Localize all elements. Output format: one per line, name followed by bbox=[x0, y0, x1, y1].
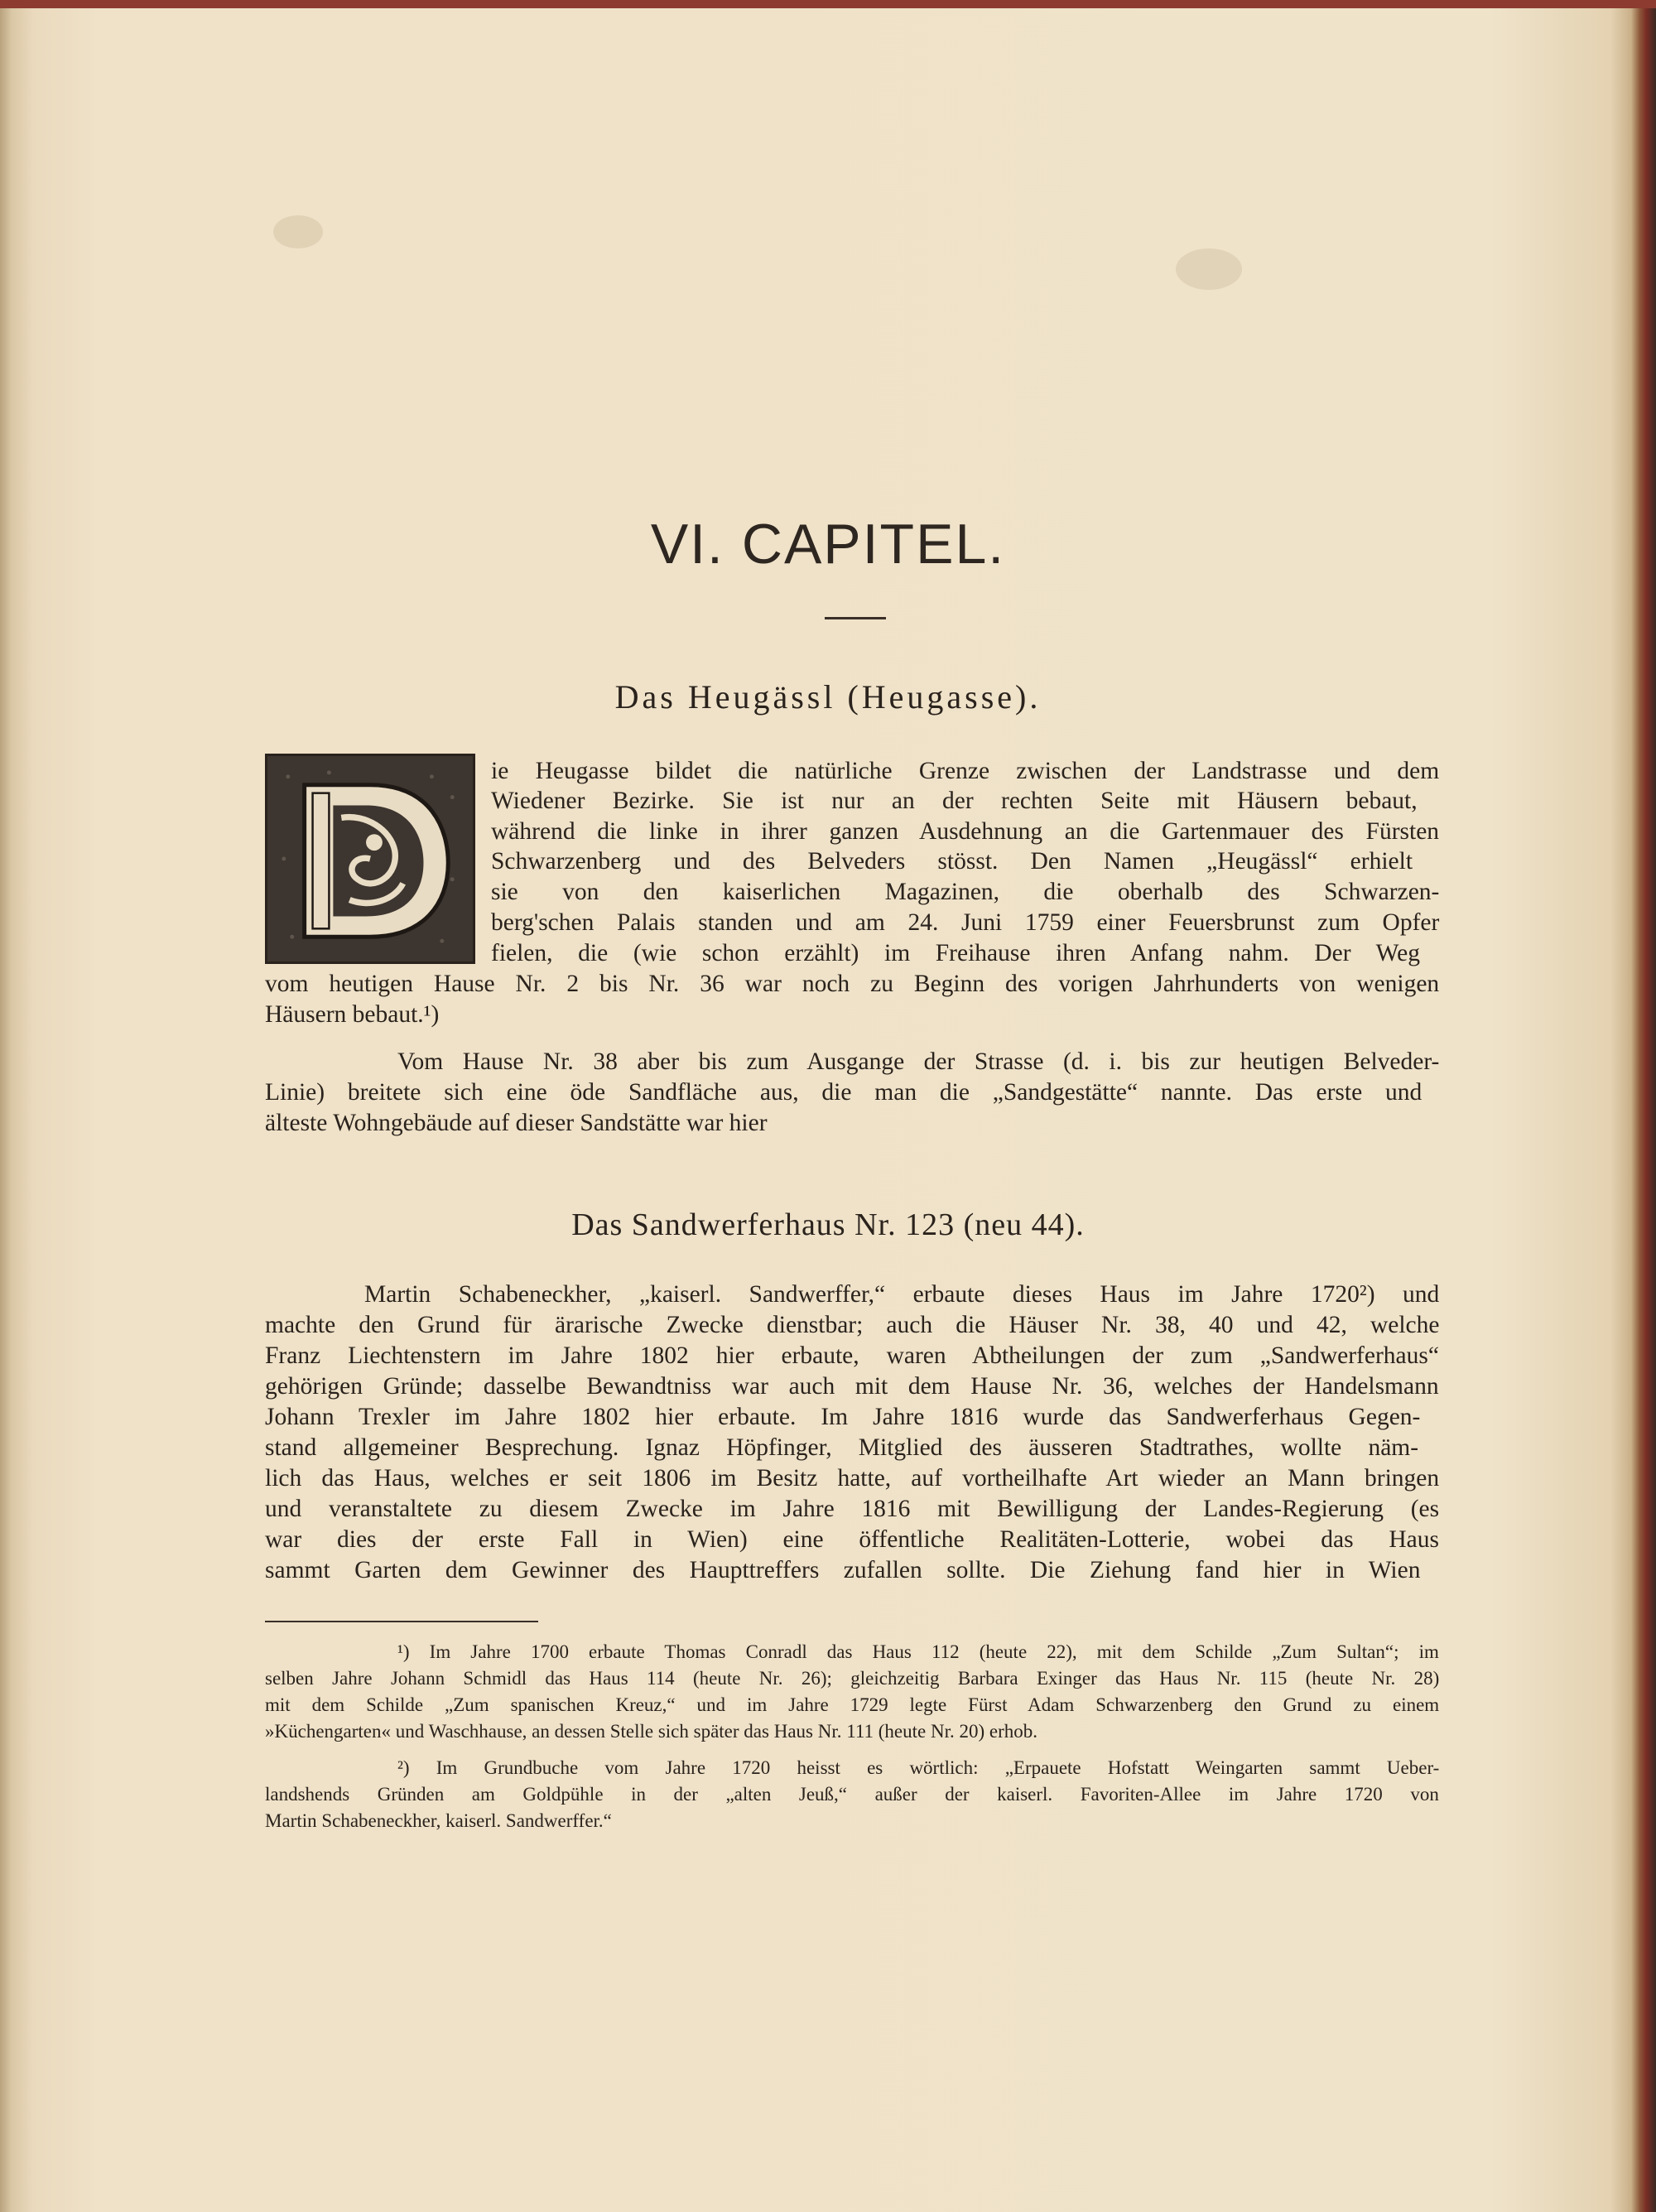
para1-line-1: ie Heugasse bildet die natürliche Grenze zwischen der Landstrasse und dem bbox=[491, 758, 1440, 784]
decorated-initial-d-icon bbox=[265, 754, 475, 964]
chapter-title: VI. CAPITEL. bbox=[650, 513, 1006, 576]
para1-line-2: Wiedener Bezirke. Sie ist nur an der rechten Seite mit Häusern bebaut, bbox=[491, 788, 1418, 814]
para3-line-4: gehörigen Gründe; dasselbe Bewandtniss war auch mit dem Hause Nr. 36, welches der Handelsmann bbox=[265, 1373, 1439, 1400]
para3-line-7: lich das Haus, welches er seit 1806 im Besitz hatte, auf vortheilhafte Art wieder an Mann bringen bbox=[265, 1465, 1440, 1492]
footnote-2-line-1: ²) Im Grundbuche vom Jahre 1720 heisst es wörtlich: „Erpauete Hofstatt Weingarten sammt Ueber- bbox=[397, 1757, 1440, 1778]
para2-line-1: Vom Hause Nr. 38 aber bis zum Ausgange der Strasse (d. i. bis zur heutigen Belveder- bbox=[397, 1048, 1440, 1075]
para1-line-7: fielen, die (wie schon erzählt) im Freihause ihren Anfang nahm. Der Weg bbox=[491, 940, 1420, 966]
para3-line-3: Franz Liechtenstern im Jahre 1802 hier erbaute, waren Abtheilungen der zum „Sandwerferhaus“ bbox=[265, 1342, 1439, 1369]
section-title-heugaessl: Das Heugässl (Heugasse). bbox=[614, 678, 1042, 716]
footnote-1-line-2: selben Jahre Johann Schmidl das Haus 114 (heute Nr. 26); gleichzeitig Barbara Exinger das Haus Nr. 115 (heute Nr. 28) bbox=[265, 1668, 1440, 1689]
top-edge bbox=[0, 0, 1656, 8]
paper-stain bbox=[273, 215, 323, 248]
footnote-2-line-3: Martin Schabeneckher, kaiserl. Sandwerffer.“ bbox=[265, 1810, 612, 1831]
para3-line-6: stand allgemeiner Besprechung. Ignaz Höpfinger, Mitglied des äusseren Stadtrathes, wollte näm- bbox=[265, 1434, 1419, 1461]
para1-line-5: sie von den kaiserlichen Magazinen, die oberhalb des Schwarzen- bbox=[491, 879, 1440, 905]
para1-line-9: Häusern bebaut.¹) bbox=[265, 1001, 440, 1028]
section-title-sandwerferhaus: Das Sandwerferhaus Nr. 123 (neu 44). bbox=[571, 1207, 1085, 1242]
para1-line-6: berg'schen Palais standen und am 24. Juni 1759 einer Feuersbrunst zum Opfer bbox=[491, 909, 1440, 936]
para3-line-9: war dies der erste Fall in Wien) eine öffentliche Realitäten-Lotterie, wobei das Haus bbox=[265, 1526, 1439, 1553]
para3-line-8: und veranstaltete zu diesem Zwecke im Jahre 1816 mit Bewilligung der Landes-Regierung (es bbox=[265, 1496, 1440, 1522]
para1-line-8: vom heutigen Hause Nr. 2 bis Nr. 36 war noch zu Beginn des vorigen Jahrhunderts von wenigen bbox=[265, 971, 1440, 997]
para3-line-5: Johann Trexler im Jahre 1802 hier erbaute. Im Jahre 1816 wurde das Sandwerferhaus Gegen- bbox=[265, 1404, 1421, 1430]
title-rule bbox=[825, 617, 886, 619]
footnote-1-line-1: ¹) Im Jahre 1700 erbaute Thomas Conradl das Haus 112 (heute 22), mit dem Schilde „Zum Sultan“; im bbox=[397, 1641, 1439, 1662]
footnote-1-line-4: »Küchengarten« und Waschhause, an dessen Stelle sich später das Haus Nr. 111 (heute Nr. 20) erhob. bbox=[265, 1721, 1038, 1742]
para1-line-3: während die linke in ihrer ganzen Ausdehnung an die Gartenmauer des Fürsten bbox=[491, 818, 1440, 845]
para3-line-2: machte den Grund für ärarische Zwecke dienstbar; auch die Häuser Nr. 38, 40 und 42, welche bbox=[265, 1312, 1440, 1338]
footnote-1-line-3: mit dem Schilde „Zum spanischen Kreuz,“ und im Jahre 1729 legte Fürst Adam Schwarzenberg den Grund zu einem bbox=[265, 1694, 1440, 1715]
footnote-2-line-2: landshends Gründen am Goldpühle in der „alten Jeuß,“ außer der kaiserl. Favoriten-Allee im Jahre 1720 von bbox=[265, 1784, 1439, 1805]
para2-line-3: älteste Wohngebäude auf dieser Sandstätte war hier bbox=[265, 1110, 768, 1136]
para2-line-2: Linie) breitete sich eine öde Sandfläche aus, die man die „Sandgestätte“ nannte. Das erste und bbox=[265, 1079, 1423, 1106]
para3-line-1: Martin Schabeneckher, „kaiserl. Sandwerffer,“ erbaute dieses Haus im Jahre 1720²) und bbox=[364, 1281, 1440, 1308]
para3-line-10: sammt Garten dem Gewinner des Haupttreffers zufallen sollte. Die Ziehung fand hier in Wien bbox=[265, 1557, 1421, 1583]
para1-line-4: Schwarzenberg und des Belveders stösst. Den Namen „Heugässl“ erhielt bbox=[491, 848, 1413, 875]
footnote-rule bbox=[265, 1621, 538, 1622]
paper-stain bbox=[1176, 248, 1242, 290]
